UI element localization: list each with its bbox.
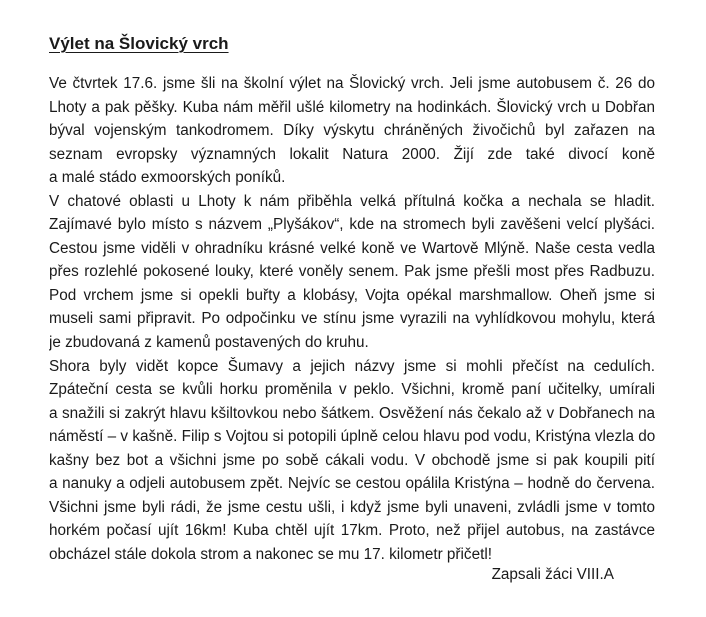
- text-line: Všichni jsme byli rádi, že jsme cestu ušli, i když jsme byli unaveni, zvládli jsme v tomto: [49, 498, 655, 516]
- text-line: Ve čtvrtek 17.6. jsme šli na školní výlet na Šlovický vrch. Jeli jsme autobusem č. 26 do: [49, 75, 655, 92]
- text-line: je zbudovaná z kamenů postavených do kruhu.: [49, 334, 369, 352]
- document-body: [49, 72, 655, 566]
- text-line: a snažili si zakrýt hlavu kšiltovkou nebo šátkem. Osvěžení nás čekalo až v Dobřanech na: [49, 404, 655, 422]
- text-line: a nanuky a odjeli autobusem zpět. Nejvíc se cestou opálila Kristýna – hodně do červena.: [49, 475, 655, 493]
- text-line: kašny bez bot a všichni jsme po sobě cákali vodu. V obchodě jsme si pak koupili pití: [49, 451, 655, 469]
- text-line: horkém počasí ujít 16km! Kuba chtěl ujít 17km. Proto, než přijel autobus, na zastávce: [49, 522, 655, 540]
- text-line: Lhoty a pak pěšky. Kuba nám měřil ušlé kilometry na hodinkách. Šlovický vrch u Dobřan: [49, 98, 655, 116]
- text-line: býval vojenským tankodromem. Díky výskytu chráněných živočichů byl zařazen na: [49, 122, 655, 140]
- text-line: obcházel stále dokola strom a nakonec se mu 17. kilometr přičetl!: [49, 545, 492, 563]
- text-line: museli sami připravit. Po odpočinku ve stínu jsme vyrazili na vyhlídkovou mohylu, která: [49, 310, 655, 328]
- text-line: přes rozlehlé pokosené louky, které voněly senem. Pak jsme přešli most přes Radbuzu.: [49, 263, 655, 281]
- document-title: Výlet na Šlovický vrch: [49, 34, 229, 53]
- text-line: V chatové oblasti u Lhoty k nám přiběhla velká přítulná kočka a nechala se hladit.: [49, 192, 655, 210]
- text-line: Pod vrchem jsme si opekli buřty a klobásy, Vojta opékal marshmallow. Oheň jsme si: [49, 286, 655, 304]
- document-signature: Zapsali žáci VIII.A: [491, 566, 614, 583]
- text-line: Zpáteční cesta se kvůli horku proměnila v peklo. Všichni, kromě paní učitelky, umírali: [49, 381, 655, 399]
- text-line: seznam evropsky významných lokalit Natura 2000. Žijí zde také divocí koně: [49, 145, 655, 163]
- text-line: náměstí – v kašně. Filip s Vojtou si potopili úplně celou hlavu pod vodu, Kristýna vlezla do: [49, 428, 655, 446]
- text-line: Shora byly vidět kopce Šumavy a jejich názvy jsme si mohli přečíst na cedulích.: [49, 357, 655, 375]
- text-line: a malé stádo exmoorských poníků.: [49, 169, 286, 187]
- text-line: Zajímavé bylo místo s názvem „Plyšákov“, kde na stromech byli zavěšeni velcí plyšáci.: [49, 216, 655, 234]
- text-line: Cestou jsme viděli v ohradníku krásné velké koně ve Wartově Mlýně. Naše cesta vedla: [49, 239, 655, 257]
